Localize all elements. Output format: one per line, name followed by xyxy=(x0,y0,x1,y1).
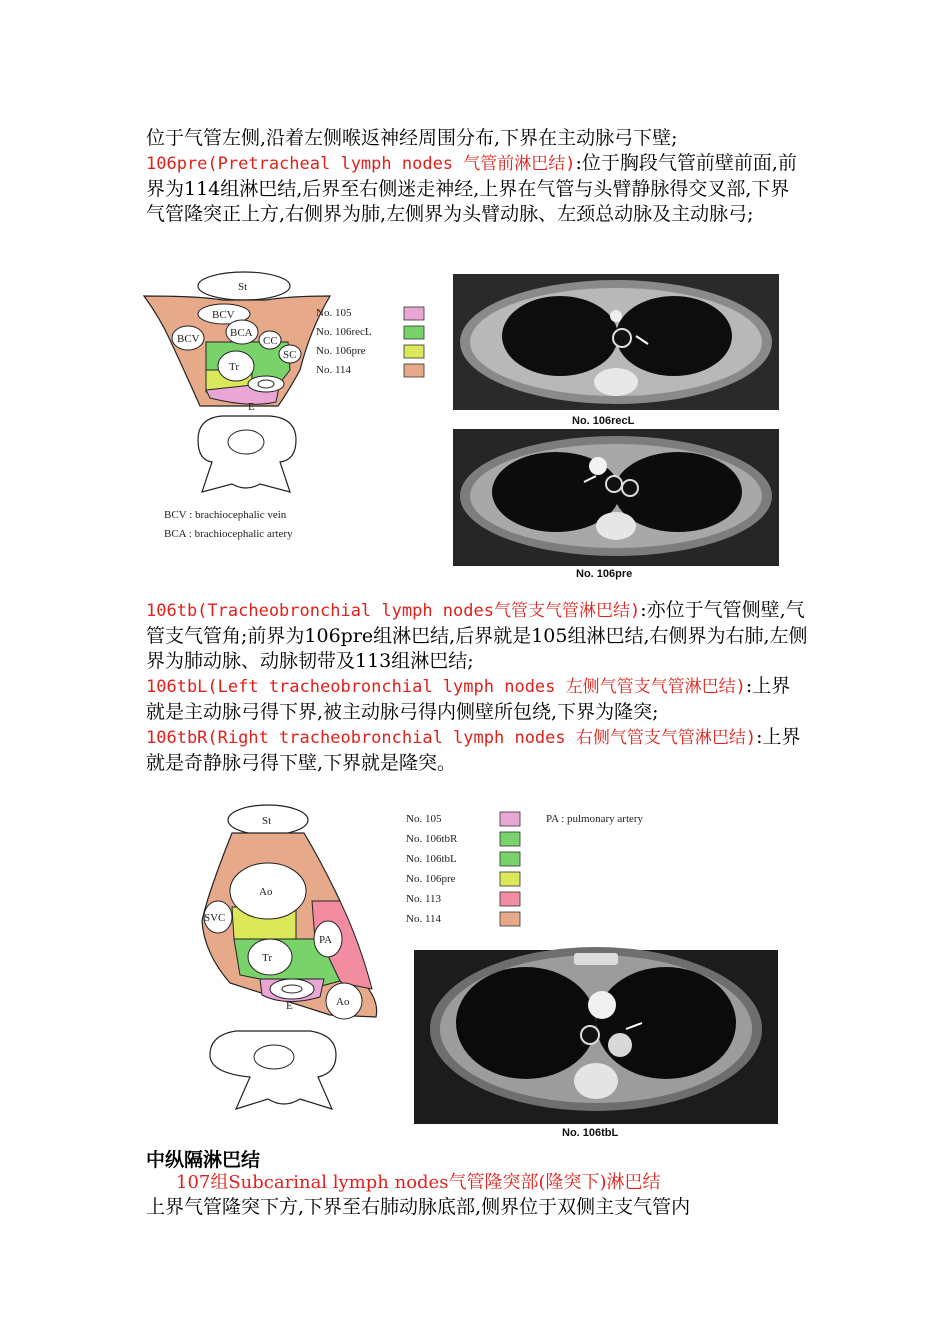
label-bca: BCA xyxy=(230,327,253,339)
ct-scan-106pre xyxy=(453,429,779,580)
label-ao: Ao xyxy=(259,886,273,898)
label-sc: SC xyxy=(283,349,297,361)
label-bcv: BCV xyxy=(212,309,235,321)
legend-swatch-105 xyxy=(404,307,424,320)
label-e: E xyxy=(248,401,255,413)
mediastinum-diagram-1 xyxy=(144,272,330,492)
station-code-106pre: 106pre(Pretracheal lymph nodes 气管前淋巴结) xyxy=(146,154,576,174)
station-code-106tbL: 106tbL(Left tracheobronchial lymph nodes 左侧气管支气管淋巴结) xyxy=(146,677,746,697)
label-pa: PA xyxy=(319,934,333,946)
label-svc: SVC xyxy=(204,912,226,924)
text-line: 位于气管左侧,沿着左侧喉返神经周围分布,下界在主动脉弓下壁; xyxy=(146,127,678,149)
station-description-107: 上界气管隆突下方,下界至右肺动脉底部,侧界位于双侧主支气管内 xyxy=(146,1196,691,1218)
section-heading: 中纵隔淋巴结 xyxy=(146,1149,261,1171)
figure-106recL-106pre xyxy=(140,270,790,582)
station-description-106tbL: :上界就是主动脉弓得下界,被主动脉弓得内侧壁所包绕,下界为隆突; xyxy=(146,675,791,723)
note-bca: BCA : brachiocephalic artery xyxy=(164,528,293,540)
paragraph-106recL-end xyxy=(146,126,808,227)
label-e-2: E xyxy=(286,1000,293,1012)
label-tr: Tr xyxy=(229,361,239,373)
label-bcv-2: BCV xyxy=(177,333,200,345)
legend2-label-105: No. 105 xyxy=(406,813,442,825)
legend2-swatch-106pre xyxy=(500,872,520,886)
paragraph-107 xyxy=(146,1170,808,1220)
ct-caption-106tbL: No. 106tbL xyxy=(562,1127,619,1139)
legend2-label-106tbL: No. 106tbL xyxy=(406,853,457,865)
label-tr-2: Tr xyxy=(262,952,272,964)
station-code-107: 107组Subcarinal lymph nodes气管隆突部(隆突下)淋巴结 xyxy=(176,1172,661,1193)
legend-label-105: No. 105 xyxy=(316,307,352,319)
legend2-label-113: No. 113 xyxy=(406,893,442,905)
station-description-106tb: :亦位于气管侧壁,气管支气管角;前界为106pre组淋巴结,后界就是105组淋巴结,右侧界为右肺,左侧界为肺动脉、动脉韧带及113组淋巴结; xyxy=(146,599,808,672)
figure-106tb xyxy=(150,803,790,1143)
station-code-106tbR: 106tbR(Right tracheobronchial lymph nodes 右侧气管支气管淋巴结) xyxy=(146,728,757,748)
legend2-label-106pre: No. 106pre xyxy=(406,873,456,885)
legend-label-106recL: No. 106recL xyxy=(316,326,372,338)
legend-label-114: No. 114 xyxy=(316,364,352,376)
paragraph-106tb xyxy=(146,598,808,776)
legend2-swatch-106tbL xyxy=(500,852,520,866)
ct-scan-106recL xyxy=(453,274,779,427)
legend-label-106pre: No. 106pre xyxy=(316,345,366,357)
station-description-106tbR: :上界就是奇静脉弓得下壁,下界就是隆突。 xyxy=(146,726,801,774)
legend-swatch-114 xyxy=(404,364,424,377)
legend-swatch-106pre xyxy=(404,345,424,358)
legend2-swatch-106tbR xyxy=(500,832,520,846)
legend-2 xyxy=(406,812,644,926)
label-st: St xyxy=(238,281,248,293)
legend-swatch-106recL xyxy=(404,326,424,339)
station-description: :位于胸段气管前壁前面,前界为114组淋巴结,后界至右侧迷走神经,上界在气管与头臂静脉得交叉部,下界气管隆突正上方,右侧界为肺,左侧界为头臂动脉、左颈总动脉及主动脉弓; xyxy=(146,152,797,225)
legend2-swatch-113 xyxy=(500,892,520,906)
label-st-2: St xyxy=(262,815,272,827)
ct-caption-106pre: No. 106pre xyxy=(576,568,633,580)
station-code-106tb: 106tb(Tracheobronchial lymph nodes气管支气管淋巴结) xyxy=(146,601,641,621)
legend2-label-106tbR: No. 106tbR xyxy=(406,833,458,845)
legend2-swatch-105 xyxy=(500,812,520,826)
label-ao-2: Ao xyxy=(336,996,350,1008)
note-bcv: BCV : brachiocephalic vein xyxy=(164,509,287,521)
legend2-swatch-114 xyxy=(500,912,520,926)
ct-caption-106recL: No. 106recL xyxy=(572,415,635,427)
label-cc: CC xyxy=(263,335,278,347)
note-pa: PA : pulmonary artery xyxy=(546,813,644,825)
mediastinum-diagram-2 xyxy=(202,805,377,1109)
legend2-label-114: No. 114 xyxy=(406,913,442,925)
ct-scan-106tbL xyxy=(414,947,778,1139)
